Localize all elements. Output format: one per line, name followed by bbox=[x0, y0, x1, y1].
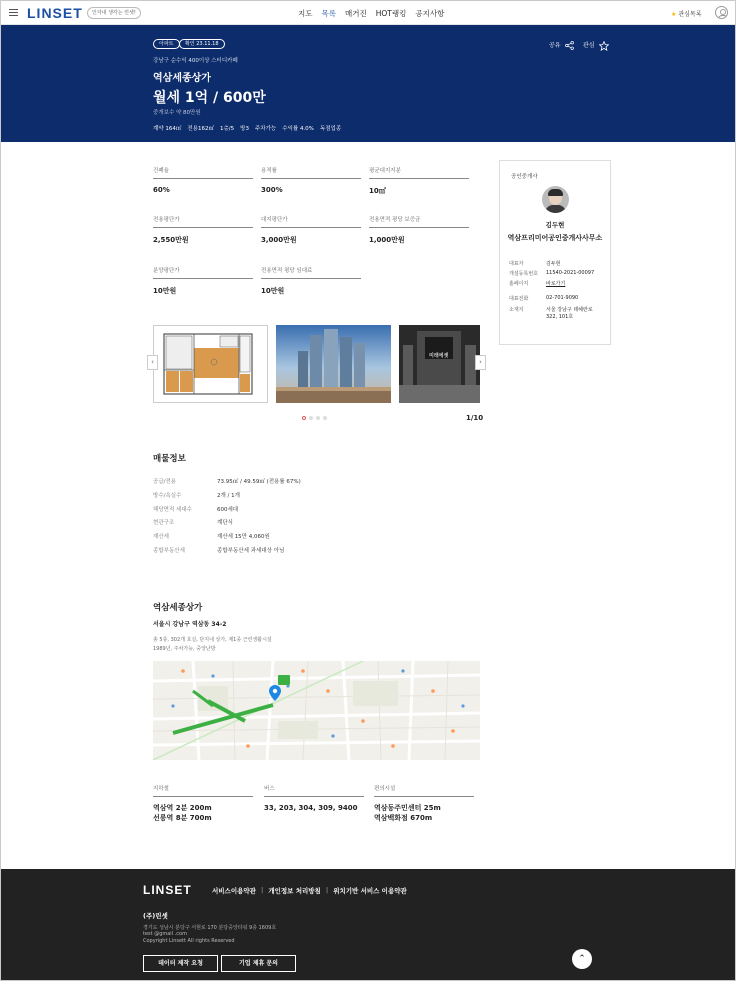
nav-map[interactable]: 지도 bbox=[298, 9, 313, 18]
transport-label: 편의시설 bbox=[374, 784, 474, 797]
info-value: 10만원 bbox=[261, 287, 285, 295]
transport-subway bbox=[153, 784, 253, 823]
property-value: 종합부동산세 과세대상 아님 bbox=[217, 548, 285, 554]
agent-office: 역삼프리미어공인중개사사무소 bbox=[507, 234, 603, 242]
property-section-title: 매물정보 bbox=[153, 454, 186, 464]
location-desc: 총 5층, 302개 호실, 단지내 상가, 제1종 근린생활시설 bbox=[153, 637, 272, 643]
agent-row bbox=[509, 270, 607, 277]
info-label: 분양평단가 bbox=[153, 266, 253, 279]
transport-line: 역삼역 2분 200m bbox=[153, 804, 212, 812]
info-land-price bbox=[261, 215, 361, 245]
agent-row-key: 대표자 bbox=[509, 261, 524, 267]
property-value: 재산세 15만 4,060원 bbox=[217, 534, 270, 540]
spec-item: 방3 bbox=[240, 126, 249, 132]
tagline-badge: 인자내 생각는 린셋! bbox=[87, 7, 141, 19]
favorites-label: 관심목록 bbox=[678, 11, 702, 18]
info-label: 평균대지지분 bbox=[369, 166, 469, 179]
like-button[interactable] bbox=[583, 40, 609, 51]
chevron-right-icon: › bbox=[479, 358, 482, 366]
agent-row bbox=[509, 295, 607, 302]
type-badge: 아파트 bbox=[153, 39, 180, 49]
logo[interactable]: LINSET bbox=[27, 5, 83, 21]
listing-subtitle: 강남구 순수익 400이상 스터디카페 bbox=[153, 58, 238, 64]
hamburger-menu-icon[interactable] bbox=[9, 9, 18, 16]
property-row bbox=[153, 518, 453, 526]
info-deposit-per-pyeong bbox=[369, 215, 469, 245]
nav-magazine[interactable]: 매거진 bbox=[345, 9, 367, 18]
page-dot[interactable] bbox=[302, 416, 306, 420]
star-outline-icon bbox=[599, 41, 609, 51]
property-row bbox=[153, 532, 453, 540]
listing-price: 월세 1억 / 600만 bbox=[153, 90, 266, 106]
property-key: 방수/욕실수 bbox=[153, 493, 182, 499]
property-row bbox=[153, 505, 453, 513]
footer-logo: LINSET bbox=[143, 883, 192, 897]
transport-label: 지하철 bbox=[153, 784, 253, 797]
star-icon: ★ bbox=[671, 11, 677, 18]
info-land-share bbox=[369, 166, 469, 196]
property-key: 종합부동산세 bbox=[153, 548, 185, 554]
share-button[interactable] bbox=[549, 40, 574, 50]
property-value: 2개 / 1개 bbox=[217, 493, 240, 499]
terms-link[interactable]: 서비스이용약관 bbox=[212, 887, 256, 895]
spec-item: 수익률 4.0% bbox=[282, 126, 314, 132]
info-value: 3,000만원 bbox=[261, 236, 297, 244]
agent-phone[interactable]: 02-701-9090 bbox=[546, 295, 579, 301]
floorplan-image[interactable] bbox=[153, 325, 268, 403]
listing-title: 역삼세종상가 bbox=[153, 73, 211, 84]
nav-notice[interactable]: 공지사항 bbox=[415, 9, 445, 18]
info-sale-price bbox=[153, 266, 253, 296]
transport-line: 역삼동주민센터 25m bbox=[374, 804, 441, 812]
page-dot[interactable] bbox=[316, 416, 320, 420]
homepage-link[interactable]: 바로가기 bbox=[546, 281, 566, 287]
info-label: 전용면적 평당 보증금 bbox=[369, 215, 469, 228]
transport-line: 역삼백화점 670m bbox=[374, 814, 433, 822]
info-value: 2,550만원 bbox=[153, 236, 189, 244]
agent-row bbox=[509, 280, 607, 287]
info-label: 건폐율 bbox=[153, 166, 253, 179]
agent-row-value: 김두현 bbox=[546, 261, 561, 267]
property-key: 공급/전용 bbox=[153, 479, 177, 485]
transport-line: 33, 203, 304, 309, 9400 bbox=[264, 804, 358, 812]
agent-photo bbox=[542, 186, 569, 213]
info-value: 300% bbox=[261, 186, 283, 194]
company-address: 경기도 성남시 분당구 서현로 170 분당중앙타워 9층 1609호 bbox=[143, 925, 277, 931]
info-value: 1,000만원 bbox=[369, 236, 405, 244]
info-value: 10만원 bbox=[153, 287, 177, 295]
agent-row bbox=[509, 306, 607, 320]
top-bar bbox=[1, 1, 735, 25]
property-row bbox=[153, 477, 453, 485]
lobby-sign: 미래에셋 bbox=[429, 353, 449, 359]
user-avatar-icon[interactable] bbox=[715, 6, 728, 19]
info-floor-area-ratio bbox=[261, 166, 361, 194]
nav-hot-ranking[interactable]: HOT랭킹 bbox=[375, 9, 407, 18]
like-label: 관심 bbox=[583, 42, 595, 49]
property-value: 73.95㎡ / 49.59㎡ (전용률 67%) bbox=[217, 479, 301, 485]
share-icon bbox=[565, 41, 574, 50]
agent-card bbox=[499, 160, 611, 345]
page-dot[interactable] bbox=[323, 416, 327, 420]
agent-row-value: 서울 강남구 테헤란로 322, 101호 bbox=[546, 307, 593, 320]
transport-value bbox=[374, 803, 474, 823]
transport-line: 선릉역 8분 700m bbox=[153, 814, 212, 822]
location-title: 역삼세종상가 bbox=[153, 603, 203, 613]
photo-gallery[interactable] bbox=[153, 325, 480, 403]
transport-label: 버스 bbox=[264, 784, 364, 797]
info-label: 대지평단가 bbox=[261, 215, 361, 228]
copyright: Copyright Linsett All rights Reserved bbox=[143, 938, 235, 944]
broker-fee: 중개보수 약 80만원 bbox=[153, 110, 201, 116]
transport-value bbox=[153, 803, 253, 823]
listing-hero bbox=[1, 25, 735, 142]
spec-item: 계약 164㎡ bbox=[153, 126, 182, 132]
agent-row bbox=[509, 260, 607, 267]
property-key: 해당면적 세대수 bbox=[153, 507, 192, 513]
property-row bbox=[153, 491, 453, 499]
property-row bbox=[153, 546, 453, 554]
agent-row-key: 개설등록번호 bbox=[509, 271, 538, 277]
scroll-top-button[interactable] bbox=[572, 949, 592, 969]
gallery-pagination bbox=[302, 416, 327, 420]
info-label: 전용평단가 bbox=[153, 215, 253, 228]
gallery-counter: 1/10 bbox=[466, 414, 484, 422]
property-value: 계단식 bbox=[217, 520, 233, 526]
info-label: 전용면적 평당 임대료 bbox=[261, 266, 361, 279]
footer-links: 서비스이용약관 | 개인정보 처리방침 | 위치기반 서비스 이용약관 bbox=[212, 886, 407, 895]
share-label: 공유 bbox=[549, 42, 561, 49]
building-photo[interactable] bbox=[276, 325, 391, 403]
agent-name: 김두현 bbox=[545, 221, 565, 229]
agent-row-value: 11540-2021-00097 bbox=[546, 270, 595, 276]
company-email: test @gmail .com bbox=[143, 931, 187, 937]
verified-badge: 확인 23.11.18 bbox=[179, 39, 225, 49]
chevron-up-icon: ⌃ bbox=[578, 954, 586, 964]
footer bbox=[1, 869, 735, 981]
agent-section-title: 공인중개사 bbox=[511, 174, 538, 180]
data-request-button[interactable]: 데이터 제작 요청 bbox=[143, 955, 218, 972]
location-address: 서울시 강남구 역삼동 34-2 bbox=[153, 621, 227, 628]
spec-item: 독점업종 bbox=[319, 126, 342, 132]
partnership-button[interactable]: 기업 제휴 문의 bbox=[221, 955, 296, 972]
chevron-left-icon: ‹ bbox=[151, 358, 154, 366]
property-value: 600세대 bbox=[217, 507, 239, 513]
listing-specs bbox=[153, 124, 341, 132]
nav-list[interactable]: 목록 bbox=[322, 8, 337, 23]
company-name: (주)린셋 bbox=[143, 912, 168, 920]
transport-amenities bbox=[374, 784, 474, 823]
privacy-link[interactable]: 개인정보 처리방침 bbox=[268, 887, 321, 895]
transport-bus bbox=[264, 784, 364, 813]
location-map[interactable] bbox=[153, 661, 480, 760]
spec-item: 1층/5 bbox=[220, 126, 235, 132]
spec-item: 주차가능 bbox=[254, 126, 277, 132]
agent-row-key: 홈페이지 bbox=[509, 281, 529, 287]
transport-value bbox=[264, 803, 364, 813]
location-desc: 1989년, 주차가능, 중앙난방 bbox=[153, 646, 216, 652]
main-nav bbox=[298, 8, 453, 23]
favorites-link[interactable] bbox=[671, 9, 702, 18]
info-value: 10㎡ bbox=[369, 187, 386, 195]
spec-item: 전용162㎡ bbox=[187, 126, 214, 132]
info-value: 60% bbox=[153, 186, 170, 194]
location-terms-link[interactable]: 위치기반 서비스 이용약관 bbox=[333, 887, 407, 895]
gallery-next-button[interactable] bbox=[475, 355, 486, 370]
info-unit-price bbox=[153, 215, 253, 245]
property-key: 현관구조 bbox=[153, 520, 175, 526]
agent-row-key: 대표전화 bbox=[509, 296, 529, 302]
info-label: 용적률 bbox=[261, 166, 361, 179]
agent-row-key: 소재지 bbox=[509, 307, 524, 313]
property-key: 재산세 bbox=[153, 534, 169, 540]
info-rent-per-pyeong bbox=[261, 266, 361, 296]
info-coverage-ratio bbox=[153, 166, 253, 194]
gallery-prev-button[interactable] bbox=[147, 355, 158, 370]
lobby-photo[interactable] bbox=[399, 325, 480, 403]
page-dot[interactable] bbox=[309, 416, 313, 420]
